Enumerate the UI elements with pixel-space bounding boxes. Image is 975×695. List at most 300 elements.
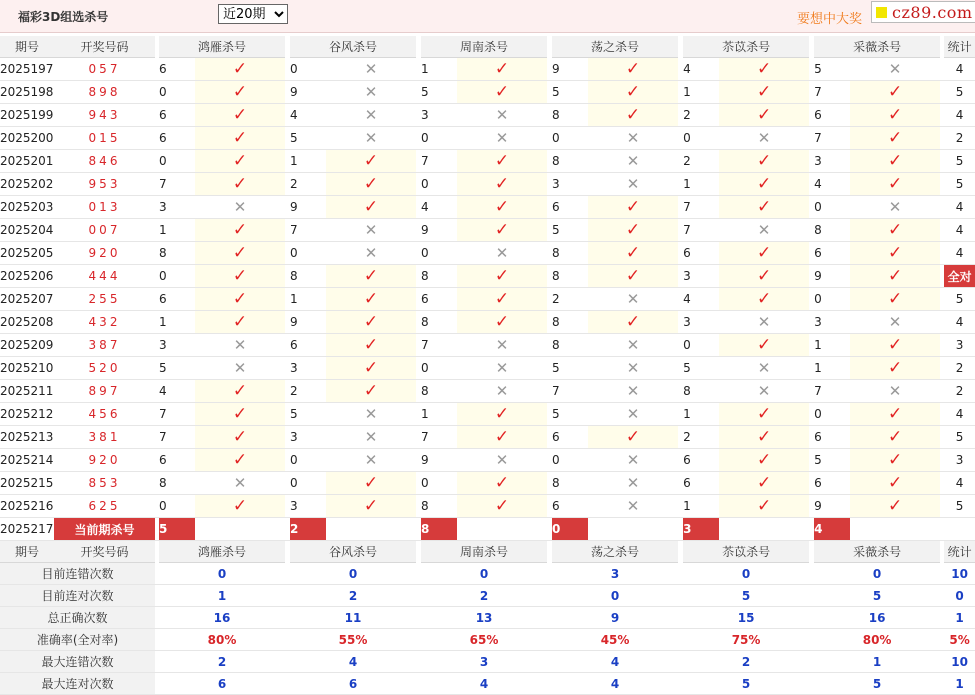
kill-number-cell: 8 [552, 242, 588, 265]
kill-number-cell: 9 [814, 265, 850, 288]
check-icon: ✓ [232, 151, 248, 171]
result-wrong-cell [850, 311, 940, 334]
check-icon: ✓ [887, 105, 903, 125]
issue-cell: 2025202 [0, 173, 54, 196]
result-correct-cell [326, 380, 416, 403]
check-icon: ✓ [756, 427, 772, 447]
cross-icon: ✕ [626, 474, 640, 492]
summary-value: 16 [159, 607, 285, 629]
result-correct-cell [457, 472, 547, 495]
check-icon: ✓ [887, 289, 903, 309]
summary-value: 0 [814, 563, 940, 585]
check-icon: ✓ [363, 197, 379, 217]
check-icon: ✓ [756, 335, 772, 355]
result-wrong-cell [588, 173, 678, 196]
table-row [0, 449, 975, 472]
cross-icon: ✕ [626, 359, 640, 377]
summary-value: 6 [290, 673, 416, 695]
result-correct-cell [850, 173, 940, 196]
stat-cell: 5 [944, 288, 975, 311]
check-icon: ✓ [625, 312, 641, 332]
result-correct-cell [719, 173, 809, 196]
issue-cell: 2025215 [0, 472, 54, 495]
cross-icon: ✕ [626, 405, 640, 423]
summary-value: 2 [421, 585, 547, 607]
kill-number-cell: 6 [814, 472, 850, 495]
kill-number-cell: 8 [683, 380, 719, 403]
summary-value: 0 [683, 563, 809, 585]
kill-number-cell: 0 [814, 288, 850, 311]
result-correct-cell [719, 150, 809, 173]
check-icon: ✓ [625, 243, 641, 263]
summary-value: 5 [683, 585, 809, 607]
kill-number-cell: 7 [421, 150, 457, 173]
result-wrong-cell [850, 196, 940, 219]
kill-number-cell: 3 [421, 104, 457, 127]
cross-icon: ✕ [364, 83, 378, 101]
result-correct-cell [588, 104, 678, 127]
summary-value: 0 [290, 563, 416, 585]
summary-header-expert-3: 周南杀号 [421, 541, 547, 563]
check-icon: ✓ [625, 197, 641, 217]
result-correct-cell [457, 311, 547, 334]
column-header-expert-1: 鸿雁杀号 [159, 36, 285, 58]
current-period-row [0, 518, 975, 541]
table-row [0, 265, 975, 288]
kill-number-cell: 2 [683, 104, 719, 127]
summary-value: 80% [159, 629, 285, 651]
result-correct-cell [719, 242, 809, 265]
stat-cell: 4 [944, 403, 975, 426]
kill-number-cell: 8 [552, 472, 588, 495]
kill-number-cell: 6 [159, 58, 195, 81]
result-correct-cell [719, 104, 809, 127]
table-row [0, 288, 975, 311]
check-icon: ✓ [232, 243, 248, 263]
summary-label: 最大连对次数 [0, 673, 155, 695]
draw-number-cell: 432 [54, 311, 155, 334]
result-correct-cell [326, 311, 416, 334]
check-icon: ✓ [494, 59, 510, 79]
summary-value: 5 [683, 673, 809, 695]
issue-cell: 2025199 [0, 104, 54, 127]
cross-icon: ✕ [888, 313, 902, 331]
kill-number-cell: 1 [421, 403, 457, 426]
issue-cell: 2025210 [0, 357, 54, 380]
check-icon: ✓ [363, 312, 379, 332]
check-icon: ✓ [232, 82, 248, 102]
result-correct-cell [588, 311, 678, 334]
summary-value: 3 [421, 651, 547, 673]
summary-value: 2 [290, 585, 416, 607]
kill-number-cell: 9 [552, 58, 588, 81]
result-correct-cell [850, 81, 940, 104]
check-icon: ✓ [363, 266, 379, 286]
result-correct-cell [719, 449, 809, 472]
cross-icon: ✕ [364, 106, 378, 124]
kill-number-cell: 1 [683, 403, 719, 426]
kill-number-cell: 0 [814, 403, 850, 426]
summary-value: 6 [159, 673, 285, 695]
kill-number-cell: 2 [683, 150, 719, 173]
top-bar [0, 0, 975, 33]
kill-number-cell: 6 [290, 334, 326, 357]
kill-number-cell: 2 [683, 426, 719, 449]
current-kill-label: 当前期杀号 [54, 518, 155, 541]
check-icon: ✓ [756, 151, 772, 171]
kill-number-cell: 6 [814, 426, 850, 449]
stat-cell: 5 [944, 426, 975, 449]
check-icon: ✓ [363, 381, 379, 401]
cross-icon: ✕ [495, 451, 509, 469]
stat-cell: 4 [944, 219, 975, 242]
summary-value: 4 [552, 651, 678, 673]
summary-value: 65% [421, 629, 547, 651]
kill-number-cell: 1 [683, 495, 719, 518]
result-correct-cell [195, 58, 285, 81]
check-icon: ✓ [887, 427, 903, 447]
result-wrong-cell [326, 426, 416, 449]
table-row [0, 81, 975, 104]
result-correct-cell [326, 357, 416, 380]
result-correct-cell [457, 495, 547, 518]
kill-number-cell: 7 [683, 196, 719, 219]
kill-number-cell: 7 [814, 127, 850, 150]
issue-cell: 2025206 [0, 265, 54, 288]
summary-value: 0 [552, 585, 678, 607]
issue-cell: 2025204 [0, 219, 54, 242]
kill-number-cell: 8 [421, 380, 457, 403]
result-correct-cell [195, 150, 285, 173]
table-row [0, 426, 975, 449]
cross-icon: ✕ [364, 129, 378, 147]
result-wrong-cell [588, 380, 678, 403]
result-correct-cell [850, 242, 940, 265]
page-title: 福彩3D组选杀号 [18, 10, 109, 24]
result-correct-cell [326, 150, 416, 173]
current-issue-cell: 2025217 [0, 518, 54, 541]
kill-number-cell: 4 [421, 196, 457, 219]
result-correct-cell [195, 219, 285, 242]
cross-icon: ✕ [495, 244, 509, 262]
check-icon: ✓ [494, 289, 510, 309]
kill-number-cell: 5 [552, 219, 588, 242]
kill-number-cell: 0 [421, 242, 457, 265]
stat-cell: 4 [944, 196, 975, 219]
result-correct-cell [850, 426, 940, 449]
column-header-issue: 期号 [0, 36, 54, 58]
cross-icon: ✕ [626, 152, 640, 170]
result-wrong-cell [588, 449, 678, 472]
summary-header-expert-4: 荡之杀号 [552, 541, 678, 563]
check-icon: ✓ [363, 473, 379, 493]
result-correct-cell [588, 58, 678, 81]
issue-cell: 2025208 [0, 311, 54, 334]
kill-number-cell: 1 [290, 150, 326, 173]
summary-stat-value: 1 [944, 673, 975, 695]
check-icon: ✓ [625, 220, 641, 240]
table-row [0, 495, 975, 518]
result-correct-cell [588, 81, 678, 104]
result-correct-cell [850, 449, 940, 472]
check-icon: ✓ [887, 335, 903, 355]
check-icon: ✓ [232, 404, 248, 424]
result-wrong-cell [457, 449, 547, 472]
summary-value: 2 [683, 651, 809, 673]
kill-number-cell: 8 [290, 265, 326, 288]
result-correct-cell [719, 58, 809, 81]
result-wrong-cell [457, 104, 547, 127]
kill-number-cell: 0 [159, 81, 195, 104]
summary-stat-value: 10 [944, 563, 975, 585]
kill-number-cell: 5 [683, 357, 719, 380]
result-correct-cell [457, 58, 547, 81]
issue-cell: 2025211 [0, 380, 54, 403]
result-wrong-cell [326, 403, 416, 426]
check-icon: ✓ [363, 289, 379, 309]
check-icon: ✓ [887, 358, 903, 378]
result-correct-cell [588, 426, 678, 449]
kill-number-cell: 3 [683, 311, 719, 334]
column-header-expert-5: 苶苡杀号 [683, 36, 809, 58]
kill-number-cell: 0 [552, 449, 588, 472]
result-correct-cell [850, 495, 940, 518]
result-wrong-cell [588, 495, 678, 518]
issue-cell: 2025216 [0, 495, 54, 518]
summary-header-expert-6: 采薇杀号 [814, 541, 940, 563]
kill-number-cell: 1 [814, 334, 850, 357]
kill-number-cell: 8 [159, 242, 195, 265]
result-wrong-cell [457, 242, 547, 265]
kill-number-cell: 9 [290, 81, 326, 104]
issue-cell: 2025200 [0, 127, 54, 150]
summary-label: 准确率(全对率) [0, 629, 155, 651]
kill-number-cell: 0 [421, 472, 457, 495]
kill-number-cell: 3 [552, 173, 588, 196]
stat-cell: 4 [944, 58, 975, 81]
check-icon: ✓ [232, 312, 248, 332]
kill-number-cell: 6 [552, 196, 588, 219]
result-wrong-cell [588, 288, 678, 311]
cross-icon: ✕ [233, 198, 247, 216]
current-kill-pad [457, 518, 547, 541]
current-kill-number: 5 [159, 518, 195, 541]
check-icon: ✓ [494, 220, 510, 240]
issue-cell: 2025203 [0, 196, 54, 219]
kill-number-cell: 6 [159, 127, 195, 150]
result-correct-cell [195, 173, 285, 196]
kill-number-cell: 0 [290, 58, 326, 81]
cross-icon: ✕ [888, 60, 902, 78]
draw-number-cell: 898 [54, 81, 155, 104]
current-kill-number: 2 [290, 518, 326, 541]
result-correct-cell [195, 81, 285, 104]
kill-number-cell: 0 [421, 173, 457, 196]
summary-stat-value: 5% [944, 629, 975, 651]
summary-stat-value: 10 [944, 651, 975, 673]
stat-cell: 5 [944, 150, 975, 173]
table-row [0, 311, 975, 334]
summary-value: 55% [290, 629, 416, 651]
kill-number-cell: 0 [552, 127, 588, 150]
summary-rows [0, 541, 975, 695]
kill-number-cell: 0 [683, 334, 719, 357]
kill-number-cell: 0 [421, 127, 457, 150]
result-correct-cell [850, 219, 940, 242]
kill-number-cell: 0 [159, 150, 195, 173]
result-correct-cell [457, 426, 547, 449]
cross-icon: ✕ [233, 336, 247, 354]
result-correct-cell [195, 403, 285, 426]
kill-number-cell: 0 [814, 196, 850, 219]
period-select[interactable] [218, 4, 288, 24]
stat-cell: 2 [944, 357, 975, 380]
result-correct-cell [457, 150, 547, 173]
check-icon: ✓ [887, 473, 903, 493]
check-icon: ✓ [887, 220, 903, 240]
result-correct-cell [457, 403, 547, 426]
kill-number-cell: 0 [159, 265, 195, 288]
kill-number-cell: 5 [552, 357, 588, 380]
result-correct-cell [719, 81, 809, 104]
table-row [0, 334, 975, 357]
summary-value: 1 [814, 651, 940, 673]
result-correct-cell [719, 403, 809, 426]
result-wrong-cell [850, 58, 940, 81]
kill-number-cell: 4 [159, 380, 195, 403]
logo-text: cz89.com [892, 2, 973, 22]
check-icon: ✓ [756, 289, 772, 309]
kill-number-cell: 1 [683, 81, 719, 104]
all-correct-badge: 全对 [944, 265, 975, 288]
result-correct-cell [457, 173, 547, 196]
issue-cell: 2025213 [0, 426, 54, 449]
result-correct-cell [326, 196, 416, 219]
stat-cell: 4 [944, 242, 975, 265]
kill-number-cell: 1 [683, 173, 719, 196]
kill-number-cell: 6 [814, 104, 850, 127]
kill-number-cell: 6 [552, 495, 588, 518]
site-logo[interactable] [871, 1, 975, 23]
draw-number-cell: 444 [54, 265, 155, 288]
result-correct-cell [850, 265, 940, 288]
kill-number-cell: 7 [159, 403, 195, 426]
kill-number-cell: 3 [159, 334, 195, 357]
kill-number-cell: 6 [683, 242, 719, 265]
summary-value: 5 [814, 585, 940, 607]
summary-header-issue: 期号 [0, 541, 54, 563]
result-correct-cell [326, 472, 416, 495]
current-period-rows [0, 518, 975, 541]
column-header-expert-3: 周南杀号 [421, 36, 547, 58]
summary-value: 0 [421, 563, 547, 585]
issue-cell: 2025209 [0, 334, 54, 357]
kill-number-cell: 0 [290, 242, 326, 265]
table-row [0, 242, 975, 265]
kill-number-cell: 9 [421, 219, 457, 242]
result-correct-cell [850, 288, 940, 311]
summary-row [0, 563, 975, 585]
check-icon: ✓ [232, 220, 248, 240]
result-correct-cell [326, 173, 416, 196]
result-correct-cell [457, 81, 547, 104]
draw-number-cell: 846 [54, 150, 155, 173]
result-correct-cell [195, 426, 285, 449]
check-icon: ✓ [887, 151, 903, 171]
kill-number-cell: 5 [552, 403, 588, 426]
result-correct-cell [195, 265, 285, 288]
check-icon: ✓ [363, 151, 379, 171]
check-icon: ✓ [756, 496, 772, 516]
current-kill-pad [195, 518, 285, 541]
cross-icon: ✕ [757, 382, 771, 400]
kill-number-cell: 3 [290, 426, 326, 449]
cross-icon: ✕ [233, 359, 247, 377]
kill-number-cell: 2 [290, 380, 326, 403]
kill-number-cell: 1 [421, 58, 457, 81]
kill-number-cell: 8 [159, 472, 195, 495]
result-wrong-cell [195, 334, 285, 357]
result-correct-cell [850, 403, 940, 426]
result-correct-cell [195, 127, 285, 150]
current-kill-pad [850, 518, 940, 541]
cross-icon: ✕ [495, 129, 509, 147]
summary-header-draw: 开奖号码 [54, 541, 155, 563]
check-icon: ✓ [494, 496, 510, 516]
kill-number-cell: 4 [290, 104, 326, 127]
result-wrong-cell [326, 242, 416, 265]
cross-icon: ✕ [626, 129, 640, 147]
check-icon: ✓ [232, 174, 248, 194]
check-icon: ✓ [494, 473, 510, 493]
check-icon: ✓ [625, 59, 641, 79]
cross-icon: ✕ [757, 313, 771, 331]
kill-number-cell: 6 [683, 472, 719, 495]
draw-number-cell: 456 [54, 403, 155, 426]
check-icon: ✓ [756, 450, 772, 470]
cross-icon: ✕ [364, 451, 378, 469]
check-icon: ✓ [887, 243, 903, 263]
kill-number-cell: 1 [290, 288, 326, 311]
cross-icon: ✕ [626, 451, 640, 469]
kill-number-cell: 9 [421, 449, 457, 472]
result-correct-cell [719, 288, 809, 311]
check-icon: ✓ [756, 82, 772, 102]
cross-icon: ✕ [364, 405, 378, 423]
kill-number-table [0, 36, 975, 695]
check-icon: ✓ [887, 174, 903, 194]
check-icon: ✓ [756, 174, 772, 194]
result-correct-cell [457, 196, 547, 219]
result-wrong-cell [326, 104, 416, 127]
kill-number-cell: 0 [683, 127, 719, 150]
kill-number-cell: 6 [814, 242, 850, 265]
kill-number-cell: 7 [159, 173, 195, 196]
result-correct-cell [588, 196, 678, 219]
draw-number-cell: 943 [54, 104, 155, 127]
result-correct-cell [850, 357, 940, 380]
kill-number-cell: 7 [159, 426, 195, 449]
kill-number-cell: 6 [421, 288, 457, 311]
cross-icon: ✕ [888, 382, 902, 400]
summary-value: 16 [814, 607, 940, 629]
check-icon: ✓ [756, 59, 772, 79]
result-wrong-cell [195, 196, 285, 219]
result-wrong-cell [719, 311, 809, 334]
kill-number-cell: 8 [421, 495, 457, 518]
summary-stat-value: 1 [944, 607, 975, 629]
draw-number-cell: 007 [54, 219, 155, 242]
